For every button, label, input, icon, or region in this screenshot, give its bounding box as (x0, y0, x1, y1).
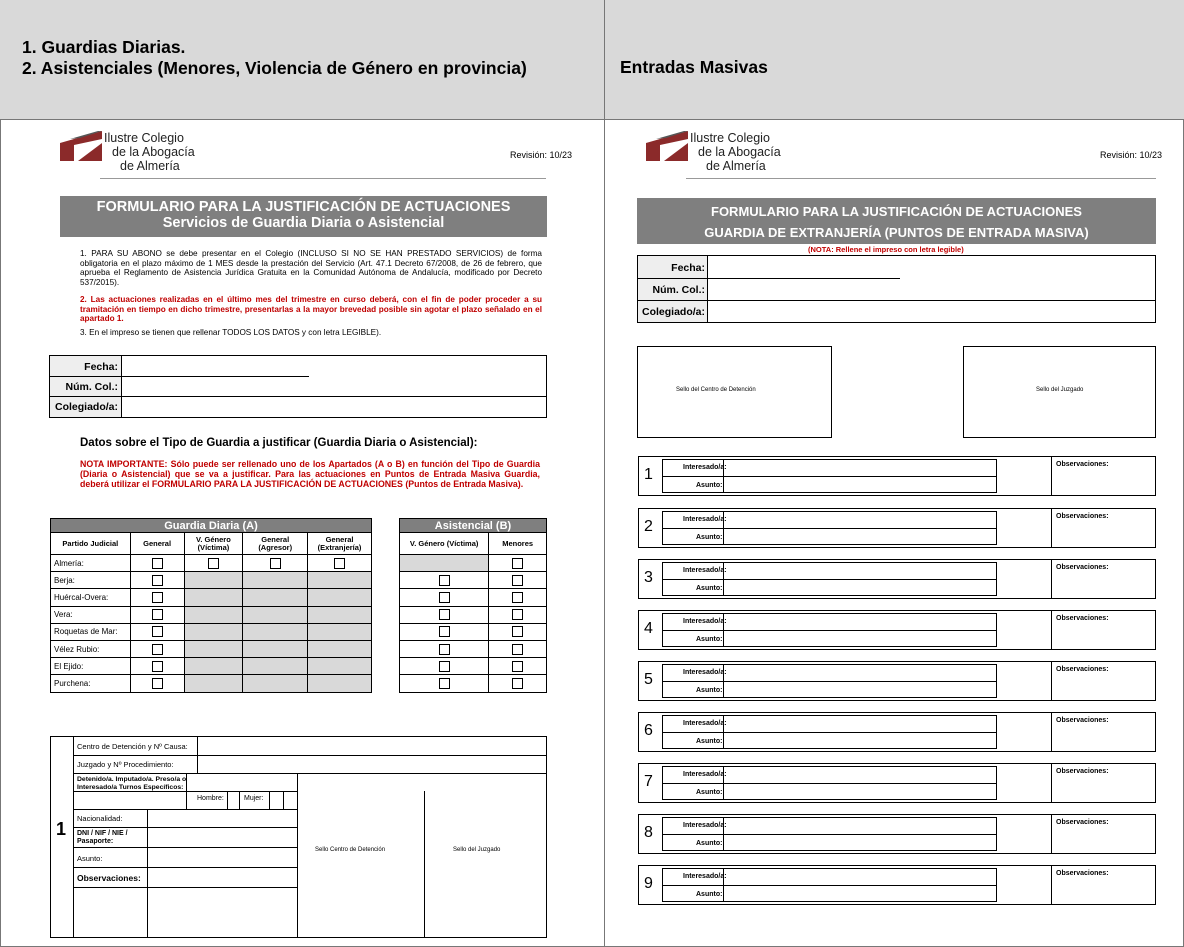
col-general: General (130, 533, 184, 555)
checkbox[interactable] (512, 592, 523, 603)
table-row (400, 675, 547, 692)
table-row (400, 623, 547, 640)
right-numcol-label: Núm. Col.: (652, 284, 705, 296)
left-numcol-label: Núm. Col.: (65, 381, 118, 393)
row-label: Vélez Rubio: (51, 640, 131, 657)
detention-entry-block (50, 736, 547, 938)
instructions-p2: 2. Las actuaciones realizadas en el último mes del trimestre en curso deberá, con el fin de poder proceder a su tramitación en tiempo en dicho trimestre, presentarlas a la mayor brevedad posible sin agotar el plazo señalado en el apartado 1. (80, 295, 542, 324)
header-left-line2: 2. Asistenciales (Menores, Violencia de Género en provincia) (22, 58, 527, 78)
checkbox[interactable] (152, 661, 163, 672)
table-row (400, 555, 547, 572)
asunto-label: Asunto: (696, 534, 723, 541)
left-numcol-field[interactable] (124, 378, 304, 395)
entry-number: 9 (644, 875, 653, 892)
row-label: El Ejido: (51, 658, 131, 675)
centro-label: Centro de Detención y Nº Causa: (77, 742, 188, 751)
left-fecha-field[interactable] (124, 358, 304, 375)
datos-title: Datos sobre el Tipo de Guardia a justificar (Guardia Diaria o Asistencial): (80, 437, 478, 449)
col-vgenero: V. Género (Víctima) (184, 533, 243, 555)
entry-number: 5 (644, 671, 653, 688)
asunto-label: Asunto: (696, 482, 723, 489)
table-row (400, 606, 547, 623)
entry-number: 2 (644, 518, 653, 535)
checkbox[interactable] (334, 558, 345, 569)
row-label: Almería: (51, 555, 131, 572)
logo-line2: de la Abogacía (698, 145, 781, 159)
entry-number: 7 (644, 773, 653, 790)
guard-table-b (399, 518, 547, 693)
entry-number: 4 (644, 620, 653, 637)
column-divider (604, 0, 605, 947)
checkbox[interactable] (152, 575, 163, 586)
table-row (400, 640, 547, 657)
entry-number: 1 (56, 819, 67, 839)
col-b-menores: Menores (489, 533, 547, 555)
dni-label: DNI / NIF / NIE / Pasaporte: (77, 830, 128, 845)
asunto-label: Asunto: (696, 891, 723, 898)
asunto-label: Asunto: (77, 854, 103, 863)
right-id-box (637, 255, 1156, 323)
checkbox[interactable] (439, 609, 450, 620)
checkbox[interactable] (512, 678, 523, 689)
checkbox[interactable] (439, 592, 450, 603)
col-b-vgenero: V. Género (Víctima) (400, 533, 489, 555)
entry-number: 8 (644, 824, 653, 841)
entry-number: 6 (644, 722, 653, 739)
checkbox[interactable] (512, 644, 523, 655)
interesado-label: Interesado/a: (683, 464, 727, 471)
right-colegiado-field[interactable] (710, 302, 1150, 321)
nacionalidad-label: Nacionalidad: (77, 814, 123, 823)
entry-number: 1 (644, 466, 653, 483)
checkbox[interactable] (512, 575, 523, 586)
interesado-label: Interesado/a: (683, 669, 727, 676)
checkbox[interactable] (152, 592, 163, 603)
interesado-label: Interesado/a: (683, 720, 727, 727)
list-item (638, 712, 1156, 752)
observaciones-label: Observaciones: (1056, 513, 1109, 520)
asunto-label: Asunto: (696, 789, 723, 796)
row-label: Huércal-Overa: (51, 589, 131, 606)
mujer-label: Mujer: (244, 795, 264, 802)
right-fecha-label: Fecha: (671, 262, 705, 274)
sello-juzgado-box (963, 346, 1156, 438)
table-row (51, 640, 372, 657)
left-title1: FORMULARIO PARA LA JUSTIFICACIÓN DE ACTUACIONES (96, 199, 511, 215)
table-row (51, 555, 372, 572)
table-row (51, 589, 372, 606)
asunto-label: Asunto: (696, 738, 723, 745)
checkbox[interactable] (270, 558, 281, 569)
row-label: Berja: (51, 572, 131, 589)
detenido-label: Detenido/a. Imputado/a. Preso/a o Interesado/a Turnos Específicos: (77, 776, 187, 791)
header-left-line1: 1. Guardias Diarias. (22, 37, 186, 57)
asunto-label: Asunto: (696, 585, 723, 592)
list-item (638, 865, 1156, 905)
interesado-label: Interesado/a: (683, 822, 727, 829)
revision-label: Revisión: 10/23 (1100, 150, 1163, 160)
bar-association-logo (60, 131, 102, 161)
interesado-label: Interesado/a: (683, 516, 727, 523)
sello-centro-label: Sello del Centro de Detención (676, 387, 756, 393)
table-row (51, 658, 372, 675)
observaciones-label: Observaciones: (1056, 666, 1109, 673)
interesado-label: Interesado/a: (683, 567, 727, 574)
table-row (51, 572, 372, 589)
row-label: Roquetas de Mar: (51, 623, 131, 640)
table-row (51, 606, 372, 623)
interesado-label: Interesado/a: (683, 873, 727, 880)
checkbox[interactable] (152, 626, 163, 637)
table-a-title: Guardia Diaria (A) (51, 519, 372, 533)
logo-line3: de Almería (706, 159, 766, 173)
row-label: Vera: (51, 606, 131, 623)
asunto-label: Asunto: (696, 840, 723, 847)
left-colegiado-field[interactable] (124, 398, 542, 415)
row-label: Purchena: (51, 675, 131, 692)
checkbox[interactable] (152, 609, 163, 620)
left-colegiado-label: Colegiado/a: (54, 401, 118, 413)
list-item (638, 456, 1156, 496)
asunto-label: Asunto: (696, 687, 723, 694)
left-title-banner (60, 196, 547, 237)
sello-centro-label: Sello Centro de Detención (315, 847, 386, 853)
observaciones-label: Observaciones: (1056, 461, 1109, 468)
checkbox[interactable] (439, 626, 450, 637)
checkbox[interactable] (512, 626, 523, 637)
right-fecha-field[interactable] (710, 258, 895, 277)
right-title-banner (637, 198, 1156, 244)
right-numcol-field[interactable] (710, 280, 895, 299)
list-item (638, 559, 1156, 599)
right-colegiado-label: Colegiado/a: (641, 306, 705, 318)
revision-label: Revisión: 10/23 (510, 150, 573, 160)
checkbox[interactable] (439, 575, 450, 586)
list-item (638, 610, 1156, 650)
guard-table-a (50, 518, 372, 693)
col-general-agresor: General (Agresor) (243, 533, 308, 555)
entry-number: 3 (644, 569, 653, 586)
observaciones-label: Observaciones: (1056, 870, 1109, 877)
bar-association-logo (646, 131, 688, 161)
nota-importante: NOTA IMPORTANTE: Sólo puede ser rellenado uno de los Apartados (A o B) en función del Tipo de Guardia (Diaria o Asistencial) que se va a justificar. Para las actuaciones en Puntos de Entrada Masiva Guardia, deberá utilizar el FORMULARIO PARA LA JUSTIFICACIÓN DE ACTUACIONES (Puntos de Entrada Masiva). (80, 459, 540, 489)
sello-centro-box (637, 346, 832, 438)
observaciones-label: Observaciones: (1056, 819, 1109, 826)
instructions-p1: 1. PARA SU ABONO se debe presentar en el Colegio (INCLUSO SI NO SE HAN PRESTADO SERVICIOS) de forma obligatoria en el plazo máximo de 1 MES desde la prestación del Servicio (Art. 47.1 Decreto 67/2008, de 26 de febrero, que aprueba el Reglamento de Asistencia Jurídica Gratuita en la Comunidad Autónoma de Andalucía, modificado por Decreto 537/2015). (80, 249, 542, 287)
table-b-title: Asistencial (B) (400, 519, 547, 533)
sello-juzgado-label: Sello del Juzgado (1036, 387, 1084, 393)
checkbox[interactable] (439, 678, 450, 689)
asunto-label: Asunto: (696, 636, 723, 643)
table-row (400, 572, 547, 589)
logo-line2: de la Abogacía (112, 145, 195, 159)
logo-line3: de Almería (120, 159, 180, 173)
checkbox[interactable] (439, 661, 450, 672)
left-title2: Servicios de Guardia Diaria o Asistencial (162, 215, 445, 231)
left-id-box (49, 355, 547, 418)
table-row (400, 589, 547, 606)
left-fecha-label: Fecha: (84, 361, 118, 373)
sello-juzgado-label: Sello del Juzgado (453, 847, 501, 853)
juzgado-label: Juzgado y Nº Procedimiento: (77, 760, 174, 769)
checkbox[interactable] (439, 644, 450, 655)
list-item (638, 508, 1156, 548)
table-row (51, 623, 372, 640)
logo-line1: Ilustre Colegio (104, 131, 184, 145)
logo-rule (100, 178, 546, 179)
list-item (638, 814, 1156, 854)
table-row (400, 658, 547, 675)
right-nota: (NOTA: Rellene el impreso con letra legible) (808, 245, 964, 254)
observaciones-label: Observaciones: (1056, 717, 1109, 724)
checkbox[interactable] (512, 558, 523, 569)
observaciones-label: Observaciones: (1056, 564, 1109, 571)
right-title2: GUARDIA DE EXTRANJERÍA (PUNTOS DE ENTRADA MASIVA) (704, 225, 1089, 240)
list-item (638, 763, 1156, 803)
checkbox[interactable] (152, 678, 163, 689)
logo-rule (686, 178, 1156, 179)
right-title1: FORMULARIO PARA LA JUSTIFICACIÓN DE ACTUACIONES (711, 204, 1082, 219)
list-item (638, 661, 1156, 701)
table-row (51, 675, 372, 692)
logo-line1: Ilustre Colegio (690, 131, 770, 145)
col-partido: Partido Judicial (51, 533, 131, 555)
observaciones-label: Observaciones: (1056, 768, 1109, 775)
checkbox[interactable] (512, 661, 523, 672)
checkbox[interactable] (152, 644, 163, 655)
observaciones-label: Observaciones: (1056, 615, 1109, 622)
checkbox[interactable] (152, 558, 163, 569)
checkbox[interactable] (208, 558, 219, 569)
observaciones-label: Observaciones: (77, 873, 141, 883)
header-left (22, 37, 582, 79)
header-right: Entradas Masivas (620, 57, 768, 77)
col-general-extranjeria: General (Extranjería) (308, 533, 372, 555)
interesado-label: Interesado/a: (683, 771, 727, 778)
checkbox[interactable] (512, 609, 523, 620)
interesado-label: Interesado/a: (683, 618, 727, 625)
hombre-label: Hombre: (197, 795, 224, 802)
instructions-p3: 3. En el impreso se tienen que rellenar TODOS LOS DATOS y con letra LEGIBLE). (80, 328, 382, 337)
